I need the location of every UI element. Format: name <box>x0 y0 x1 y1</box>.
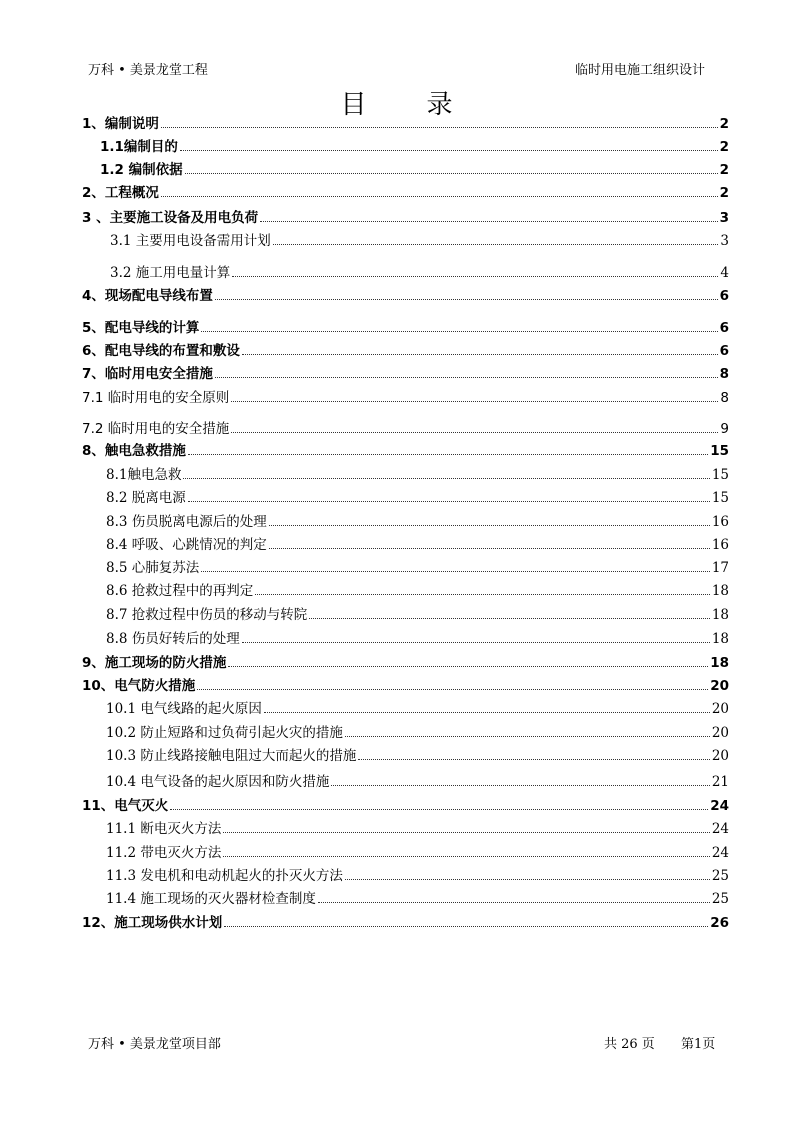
toc-entry[interactable] <box>0 556 729 576</box>
dot-leader <box>188 501 710 502</box>
toc-entry-page: 15 <box>711 467 729 483</box>
toc-entry-title: 8.4 呼吸、心跳情况的判定 <box>106 537 267 553</box>
toc-entry-page: 18 <box>711 631 729 647</box>
toc-entry-title: 11.3 发电机和电动机起火的扑灭火方法 <box>106 868 343 884</box>
toc-entry[interactable] <box>0 362 729 382</box>
toc-entry-title: 8.8 伤员好转后的处理 <box>106 631 240 647</box>
dot-leader <box>232 276 718 277</box>
toc-entry-title: 7.2 临时用电的安全措施 <box>82 421 230 437</box>
toc-entry-title: 1、编制说明 <box>82 116 159 132</box>
toc-entry[interactable] <box>0 651 729 671</box>
toc-entry-page: 15 <box>711 490 729 506</box>
dot-leader <box>170 809 708 810</box>
toc-entry-title: 8、触电急救措施 <box>82 443 186 459</box>
toc-entry[interactable] <box>0 486 729 506</box>
dot-leader <box>201 571 710 572</box>
dot-leader <box>228 666 708 667</box>
toc-entry-title: 11.2 带电灭火方法 <box>106 845 222 861</box>
toc-entry-page: 4 <box>720 265 729 281</box>
dot-leader <box>185 173 718 174</box>
toc-entry-page: 3 <box>720 233 729 249</box>
toc-entry-title: 4、现场配电导线布置 <box>82 288 213 304</box>
dot-leader <box>183 478 709 479</box>
toc-entry[interactable] <box>0 603 729 623</box>
toc-entry[interactable] <box>0 261 729 281</box>
dot-leader <box>215 377 718 378</box>
toc-entry-page: 20 <box>711 748 729 764</box>
toc-entry-page: 25 <box>711 891 729 907</box>
toc-entry-title: 8.3 伤员脱离电源后的处理 <box>106 514 267 530</box>
toc-entry-page: 18 <box>710 655 729 671</box>
toc-entry[interactable] <box>0 284 729 304</box>
toc-entry-page: 20 <box>711 701 729 717</box>
toc-entry-page: 21 <box>711 774 729 790</box>
dot-leader <box>255 594 710 595</box>
dot-leader <box>318 902 710 903</box>
toc-entry-page: 15 <box>710 443 729 459</box>
toc-entry-title: 3 、主要施工设备及用电负荷 <box>82 210 259 226</box>
toc-entry-title: 6、配电导线的布置和敷设 <box>82 343 240 359</box>
toc-entry[interactable] <box>0 627 729 647</box>
dot-leader <box>161 127 718 128</box>
toc-entry-page: 8 <box>719 366 729 382</box>
toc-entry[interactable] <box>0 181 729 201</box>
toc-entry[interactable] <box>0 674 729 694</box>
toc-entry-page: 20 <box>711 725 729 741</box>
toc-entry-title: 10.1 电气线路的起火原因 <box>106 701 262 717</box>
toc-entry-title: 10、电气防火措施 <box>82 678 196 694</box>
toc-entry-page: 6 <box>719 288 729 304</box>
toc-entry-title: 11.1 断电灭火方法 <box>106 821 222 837</box>
toc-entry[interactable] <box>0 794 729 814</box>
toc-entry-title: 2、工程概况 <box>82 185 159 201</box>
toc-entry-page: 18 <box>711 607 729 623</box>
dot-leader <box>231 432 718 433</box>
dot-leader <box>309 618 710 619</box>
toc-entry-title: 12、施工现场供水计划 <box>82 915 223 931</box>
dot-leader <box>269 525 710 526</box>
toc-entry[interactable] <box>0 229 729 249</box>
dot-leader <box>215 299 718 300</box>
toc-entry-title: 1.1编制目的 <box>100 139 178 155</box>
toc-entry-page: 2 <box>719 116 729 132</box>
toc-entry-page: 26 <box>710 915 729 931</box>
toc-entry[interactable] <box>0 510 729 530</box>
toc-entry[interactable] <box>0 744 729 764</box>
toc-entry-page: 24 <box>711 821 729 837</box>
toc-entry[interactable] <box>0 316 729 336</box>
toc-entry[interactable] <box>0 841 729 861</box>
toc-entry-page: 25 <box>711 868 729 884</box>
toc-entry-title: 8.1触电急救 <box>106 467 182 483</box>
toc-entry-page: 2 <box>719 162 729 178</box>
dot-leader <box>260 221 718 222</box>
toc-entry-title: 8.6 抢救过程中的再判定 <box>106 583 254 599</box>
toc-entry[interactable] <box>0 386 729 406</box>
dot-leader <box>231 401 718 402</box>
toc-entry-title: 5、配电导线的计算 <box>82 320 200 336</box>
toc-entry-title: 3.1 主要用电设备需用计划 <box>110 233 271 249</box>
dot-leader <box>223 856 709 857</box>
dot-leader <box>223 832 709 833</box>
footer-project: 万科 • 美景龙堂项目部 <box>88 1037 221 1052</box>
toc-entry[interactable] <box>0 697 729 717</box>
toc-entry[interactable] <box>0 135 729 155</box>
dot-leader <box>242 642 710 643</box>
dot-leader <box>269 548 710 549</box>
toc-entry-title: 10.2 防止短路和过负荷引起火灾的措施 <box>106 725 343 741</box>
header-project: 万科 • 美景龙堂工程 <box>88 63 208 78</box>
dot-leader <box>273 244 719 245</box>
toc-entry[interactable] <box>0 817 729 837</box>
toc-entry-page: 24 <box>711 845 729 861</box>
header-doc-title: 临时用电施工组织设计 <box>574 63 705 78</box>
toc-entry[interactable] <box>0 770 729 790</box>
toc-entry[interactable] <box>0 911 729 931</box>
toc-entry[interactable] <box>0 339 729 359</box>
toc-entry-page: 2 <box>719 185 729 201</box>
toc-entry-page: 8 <box>720 390 729 406</box>
toc-entry[interactable] <box>0 158 729 178</box>
toc-entry[interactable] <box>0 533 729 553</box>
toc-entry[interactable] <box>0 463 729 483</box>
toc-entry-page: 20 <box>710 678 729 694</box>
toc-entry-title: 9、施工现场的防火措施 <box>82 655 227 671</box>
dot-leader <box>331 785 709 786</box>
toc-entry-title: 7.1 临时用电的安全原则 <box>82 390 230 406</box>
toc-entry-title: 3.2 施工用电量计算 <box>110 265 231 281</box>
toc-entry-title: 8.2 脱离电源 <box>106 490 186 506</box>
toc-entry-title: 11、电气灭火 <box>82 798 169 814</box>
toc-entry[interactable] <box>0 887 729 907</box>
toc-entry-page: 18 <box>711 583 729 599</box>
toc-entry[interactable] <box>0 112 729 132</box>
dot-leader <box>242 354 718 355</box>
toc-entry-title: 8.5 心肺复苏法 <box>106 560 200 576</box>
toc-entry-page: 6 <box>719 320 729 336</box>
toc-entry-page: 9 <box>720 421 729 437</box>
toc-entry-page: 6 <box>719 343 729 359</box>
page-title: 目录 <box>340 90 513 120</box>
toc-entry-page: 2 <box>719 139 729 155</box>
toc-entry-page: 3 <box>719 210 729 226</box>
toc-entry[interactable] <box>0 864 729 884</box>
dot-leader <box>358 759 709 760</box>
dot-leader <box>180 150 718 151</box>
footer-total-pages: 共 26 页 <box>604 1037 655 1052</box>
toc-entry-page: 24 <box>710 798 729 814</box>
dot-leader <box>201 331 717 332</box>
dot-leader <box>345 736 710 737</box>
toc-entry-title: 11.4 施工现场的灭火器材检查制度 <box>106 891 316 907</box>
dot-leader <box>188 454 708 455</box>
toc-entry[interactable] <box>0 579 729 599</box>
toc-entry-page: 17 <box>711 560 729 576</box>
toc-entry[interactable] <box>0 439 729 459</box>
dot-leader <box>197 689 708 690</box>
dot-leader <box>264 712 710 713</box>
toc-entry-title: 7、临时用电安全措施 <box>82 366 213 382</box>
toc-entry-page: 16 <box>711 514 729 530</box>
toc-entry[interactable] <box>0 721 729 741</box>
dot-leader <box>161 196 718 197</box>
dot-leader <box>345 879 710 880</box>
toc-entry[interactable] <box>0 417 729 437</box>
toc-entry-page: 16 <box>711 537 729 553</box>
toc-entry-title: 8.7 抢救过程中伤员的移动与转院 <box>106 607 308 623</box>
toc-entry-title: 10.3 防止线路接触电阻过大而起火的措施 <box>106 748 357 764</box>
dot-leader <box>224 926 708 927</box>
toc-entry[interactable] <box>0 206 729 226</box>
toc-entry-title: 1.2 编制依据 <box>100 162 183 178</box>
footer-page-number: 第1页 <box>681 1037 716 1052</box>
toc-entry-title: 10.4 电气设备的起火原因和防火措施 <box>106 774 330 790</box>
